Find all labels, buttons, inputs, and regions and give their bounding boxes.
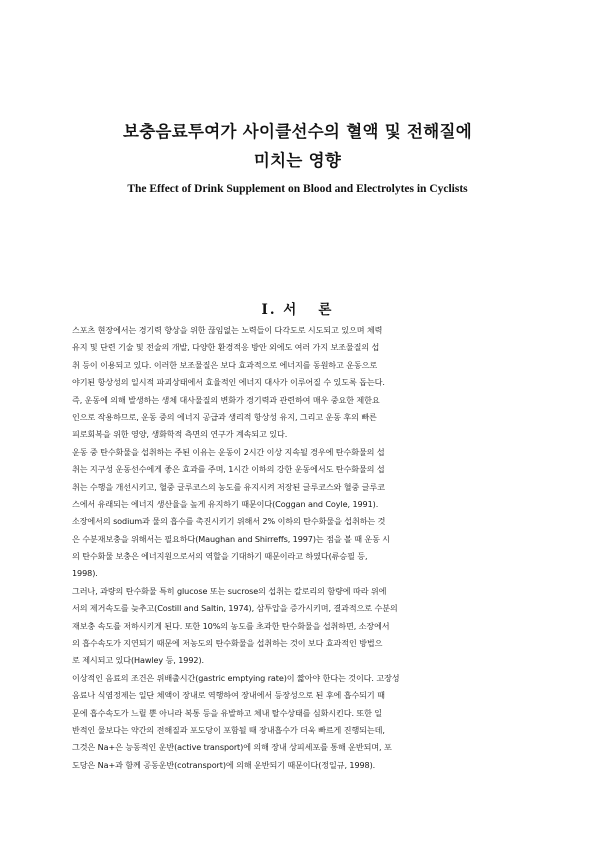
body-text-line: 유지 및 단련 기술 및 전술의 개발, 다양한 환경적응 방안 외에도 여러 가지 보조물질의 섭 [72, 342, 380, 353]
body-text-line: 인으로 작용하므로, 운동 중의 에너지 공급과 생리적 항상성 유지, 그리고 운동 후의 빠른 [72, 411, 377, 422]
body-text-line: 소장에서의 sodium과 물의 흡수를 촉진시키기 위해서 2% 이하의 탄수화물을 섭취하는 것 [72, 516, 386, 527]
body-text-line: 취는 수행을 개선시키고, 혈중 글루코스의 농도를 유지시켜 저장된 글루코스와 혈중 글루코 [72, 481, 385, 492]
body-text-line: 그것은 Na+은 능동적인 운반(active transport)에 의해 장내 상피세포를 통해 운반되며, 포 [72, 742, 392, 753]
body-text-line: 야기된 항상성의 일시적 파괴상태에서 효율적인 에너지 대사가 이루어질 수 있도록 돕는다. [72, 377, 385, 388]
body-text-line: 의 탄수화물 보충은 에너지원으로서의 역할을 기대하기 때문이라고 하였다(류승필 등, [72, 551, 368, 562]
body-text-line: 문에 흡수속도가 느릴 뿐 아니라 복통 등을 유발하고 체내 탈수상태를 심화시킨다. 또한 일 [72, 707, 383, 718]
body-text-line: 즉, 운동에 의해 발생하는 생체 대사물질의 변화가 경기력과 관련하여 매우 중요한 제한요 [72, 394, 380, 405]
english-title: The Effect of Drink Supplement on Blood and Electrolytes in Cyclists [127, 183, 468, 195]
body-text-line: 운동 중 탄수화물을 섭취하는 주된 이유는 운동이 2시간 이상 지속될 경우에 탄수화물의 섭 [72, 446, 385, 457]
korean-title-line-2: 미치는 영향 [253, 151, 342, 170]
body-text-line: 스포츠 현장에서는 경기력 향상을 위한 끊임없는 노력들이 다각도로 시도되고 있으며 체력 [72, 325, 383, 335]
body-text-line: 취 등이 이용되고 있다. 이러한 보조물질은 보다 효과적으로 에너지를 동원하고 운동으로 [72, 359, 378, 370]
body-text-line: 이상적인 음료의 조건은 위배출시간(gastric emptying rate)이 짧아야 한다는 것이다. 고장성 [72, 672, 400, 683]
body-text-line: 그러나, 과량의 탄수화물 특히 glucose 또는 sucrose의 섭취는 칼로리의 함량에 따라 위에 [72, 585, 387, 596]
body-text-line: 스에서 유래되는 에너지 생산율을 높게 유지하기 때문이다(Coggan and Coyle, 1991). [72, 498, 379, 509]
body-text-line: 1998). [72, 568, 98, 579]
body-text-line: 음료나 식염정제는 일단 체액이 장내로 역행하여 장내에서 등장성으로 된 후에 흡수되기 때 [72, 690, 385, 701]
body-text-line: 서의 제거속도를 늦추고(Costill and Saltin, 1974), 삼투압을 증가시키며, 결과적으로 수분의 [72, 603, 398, 614]
body-text-line: 재보충 속도를 저하시키게 된다. 또한 10%의 농도를 초과한 탄수화물을 섭취하면, 소장에서 [72, 620, 390, 631]
body-text-line: 은 수분재보충을 위해서는 필요하다(Maughan and Shirreffs, 1997)는 점을 볼 때 운동 시 [72, 533, 391, 544]
body-text-line: 피로회복을 위한 영양, 생화학적 측면의 연구가 계속되고 있다. [72, 429, 288, 440]
body-text-line: 로 제시되고 있다(Hawley 등, 1992). [72, 655, 204, 666]
section-heading-introduction: Ⅰ. 서 론 [261, 302, 334, 318]
body-text [72, 322, 512, 774]
body-text-line: 반적인 물보다는 약간의 전해질과 포도당이 포함될 때 장내흡수가 더욱 빠르게 진행되는데, [72, 724, 385, 735]
body-text-line: 의 흡수속도가 지연되기 때문에 저농도의 탄수화물을 섭취하는 것이 보다 효과적인 방법으 [72, 638, 383, 649]
body-text-line: 도당은 Na+과 함께 공동운반(cotransport)에 의해 운반되기 때문이다(정일규, 1998). [72, 759, 376, 770]
korean-title-line-1: 보충음료투여가 사이클선수의 혈액 및 전해질에 [123, 122, 472, 141]
body-text-line: 취는 지구성 운동선수에게 좋은 효과를 주며, 1시간 이하의 강한 운동에서도 탄수화물의 섭 [72, 464, 385, 475]
